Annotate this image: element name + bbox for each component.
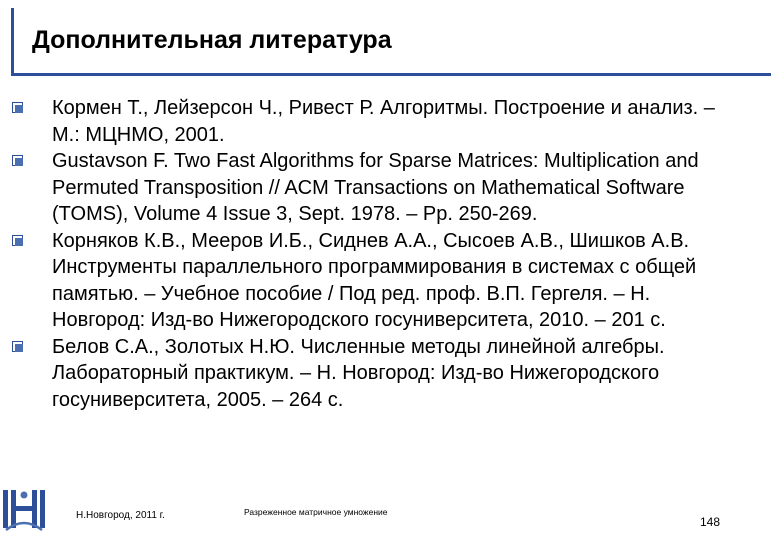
- square-bullet-icon: [12, 102, 23, 113]
- title-bar: [11, 8, 771, 76]
- footer-topic: Разреженное матричное умножение: [244, 507, 388, 517]
- reference-item: [52, 334, 742, 414]
- reference-item: [52, 95, 742, 148]
- footer-city-year: Н.Новгород, 2011 г.: [76, 510, 165, 521]
- reference-text: Белов С.А., Золотых Н.Ю. Численные методы линейной алгебры. Лабораторный практикум. – Н. Новгород: Изд-во Нижегородского госуниверситета, 2005. – 264 с.: [52, 335, 665, 411]
- page-number: 148: [700, 515, 721, 529]
- slide-title: Дополнительная литература: [32, 26, 392, 54]
- reference-item: [52, 228, 742, 334]
- reference-item: [52, 148, 742, 228]
- reference-text: Кормен Т., Лейзерсон Ч., Ривест Р. Алгоритмы. Построение и анализ. – М.: МЦНМО, 2001.: [52, 97, 715, 146]
- square-bullet-icon: [12, 155, 23, 166]
- square-bullet-icon: [12, 341, 23, 352]
- reference-text: Gustavson F. Two Fast Algorithms for Sparse Matrices: Multiplication and Permuted Transposition // ACM Transactions on Mathematical Software (TOMS), Volume 4 Issue 3, Sept. 1978. – Pp. 250-269.: [52, 150, 699, 225]
- square-bullet-icon: [12, 235, 23, 246]
- university-logo-icon: [2, 486, 46, 534]
- reference-text: Корняков К.В., Мееров И.Б., Сиднев А.А., Сысоев А.В., Шишков А.В. Инструменты параллельного программирования в системах с общей памятью. – Учебное пособие / Под ред. проф. В.П. Гергеля. – Н. Новгород: Изд-во Нижегородского госуниверситета, 2010. – 201 с.: [52, 229, 697, 331]
- reference-list: [52, 95, 742, 413]
